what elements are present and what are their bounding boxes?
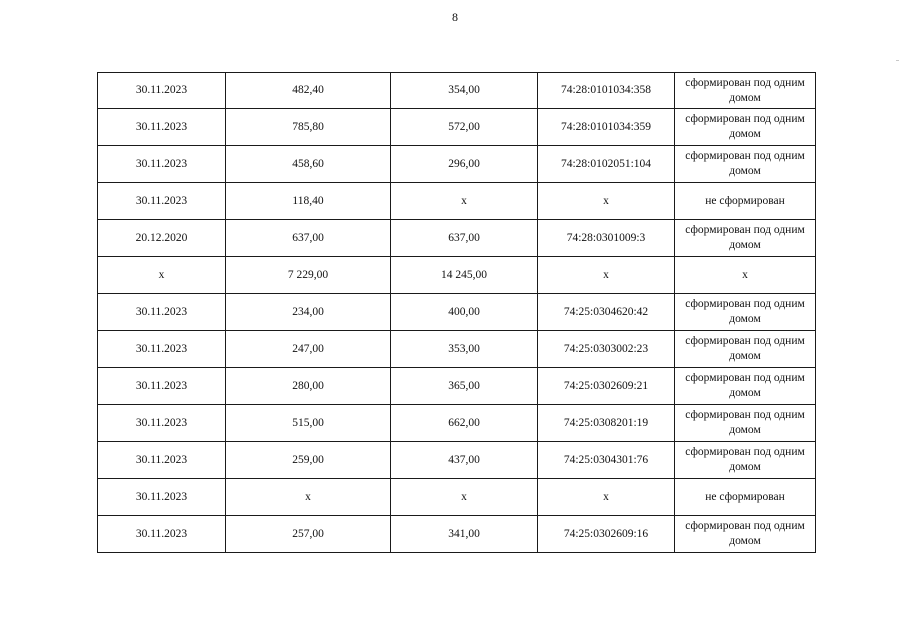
date-cell: 30.11.2023: [98, 368, 226, 405]
table-row: [98, 183, 816, 220]
table-row: [98, 479, 816, 516]
page-number: 8: [452, 10, 458, 24]
table-row: [98, 442, 816, 479]
cadastral-number-cell: 74:25:0302609:21: [538, 368, 675, 405]
cadastral-number-cell: 74:28:0101034:358: [538, 73, 675, 109]
table-row: [98, 257, 816, 294]
cadastral-number-cell: 74:28:0102051:104: [538, 146, 675, 183]
status-cell: сформирован под одним домом: [675, 331, 816, 368]
status-cell: не сформирован: [675, 479, 816, 516]
cadastral-number-cell: х: [538, 257, 675, 294]
cadastral-number-cell: х: [538, 183, 675, 220]
cadastral-number-cell: 74:28:0101034:359: [538, 109, 675, 146]
date-cell: 30.11.2023: [98, 516, 226, 553]
status-cell: сформирован под одним домом: [675, 220, 816, 257]
date-cell: х: [98, 257, 226, 294]
date-cell: 30.11.2023: [98, 73, 226, 109]
date-cell: 30.11.2023: [98, 183, 226, 220]
date-cell: 30.11.2023: [98, 331, 226, 368]
area-cell: 637,00: [226, 220, 391, 257]
table-row: [98, 220, 816, 257]
area-cell: 247,00: [226, 331, 391, 368]
plot-area-cell: х: [391, 183, 538, 220]
area-cell: 118,40: [226, 183, 391, 220]
table-row: [98, 405, 816, 442]
plot-area-cell: 365,00: [391, 368, 538, 405]
date-cell: 20.12.2020: [98, 220, 226, 257]
area-cell: 7 229,00: [226, 257, 391, 294]
status-cell: сформирован под одним домом: [675, 109, 816, 146]
table-row: [98, 294, 816, 331]
cadastral-number-cell: 74:25:0304620:42: [538, 294, 675, 331]
status-cell: сформирован под одним домом: [675, 368, 816, 405]
plot-area-cell: 400,00: [391, 294, 538, 331]
status-cell: х: [675, 257, 816, 294]
table-row: [98, 146, 816, 183]
area-cell: 259,00: [226, 442, 391, 479]
table-row: [98, 368, 816, 405]
plot-area-cell: 662,00: [391, 405, 538, 442]
date-cell: 30.11.2023: [98, 442, 226, 479]
cadastral-number-cell: 74:25:0308201:19: [538, 405, 675, 442]
area-cell: 280,00: [226, 368, 391, 405]
area-cell: х: [226, 479, 391, 516]
status-cell: сформирован под одним домом: [675, 442, 816, 479]
area-cell: 257,00: [226, 516, 391, 553]
date-cell: 30.11.2023: [98, 294, 226, 331]
margin-mark: [896, 60, 899, 61]
cadastral-number-cell: 74:25:0303002:23: [538, 331, 675, 368]
plot-area-cell: 437,00: [391, 442, 538, 479]
plot-area-cell: 353,00: [391, 331, 538, 368]
status-cell: сформирован под одним домом: [675, 294, 816, 331]
cadastral-number-cell: 74:25:0304301:76: [538, 442, 675, 479]
table-row: [98, 331, 816, 368]
area-cell: 515,00: [226, 405, 391, 442]
plot-area-cell: 14 245,00: [391, 257, 538, 294]
date-cell: 30.11.2023: [98, 146, 226, 183]
status-cell: сформирован под одним домом: [675, 516, 816, 553]
date-cell: 30.11.2023: [98, 109, 226, 146]
area-cell: 458,60: [226, 146, 391, 183]
area-cell: 482,40: [226, 73, 391, 109]
table-row: [98, 516, 816, 553]
plot-area-cell: 341,00: [391, 516, 538, 553]
plot-area-cell: 637,00: [391, 220, 538, 257]
cadastral-number-cell: 74:25:0302609:16: [538, 516, 675, 553]
cadastral-number-cell: х: [538, 479, 675, 516]
status-cell: сформирован под одним домом: [675, 405, 816, 442]
plot-area-cell: 354,00: [391, 73, 538, 109]
registry-table: [97, 72, 816, 553]
plot-area-cell: 572,00: [391, 109, 538, 146]
date-cell: 30.11.2023: [98, 479, 226, 516]
status-cell: сформирован под одним домом: [675, 73, 816, 109]
plot-area-cell: х: [391, 479, 538, 516]
area-cell: 234,00: [226, 294, 391, 331]
area-cell: 785,80: [226, 109, 391, 146]
plot-area-cell: 296,00: [391, 146, 538, 183]
table-row: [98, 109, 816, 146]
cadastral-number-cell: 74:28:0301009:3: [538, 220, 675, 257]
date-cell: 30.11.2023: [98, 405, 226, 442]
status-cell: сформирован под одним домом: [675, 146, 816, 183]
table-row: [98, 73, 816, 109]
status-cell: не сформирован: [675, 183, 816, 220]
